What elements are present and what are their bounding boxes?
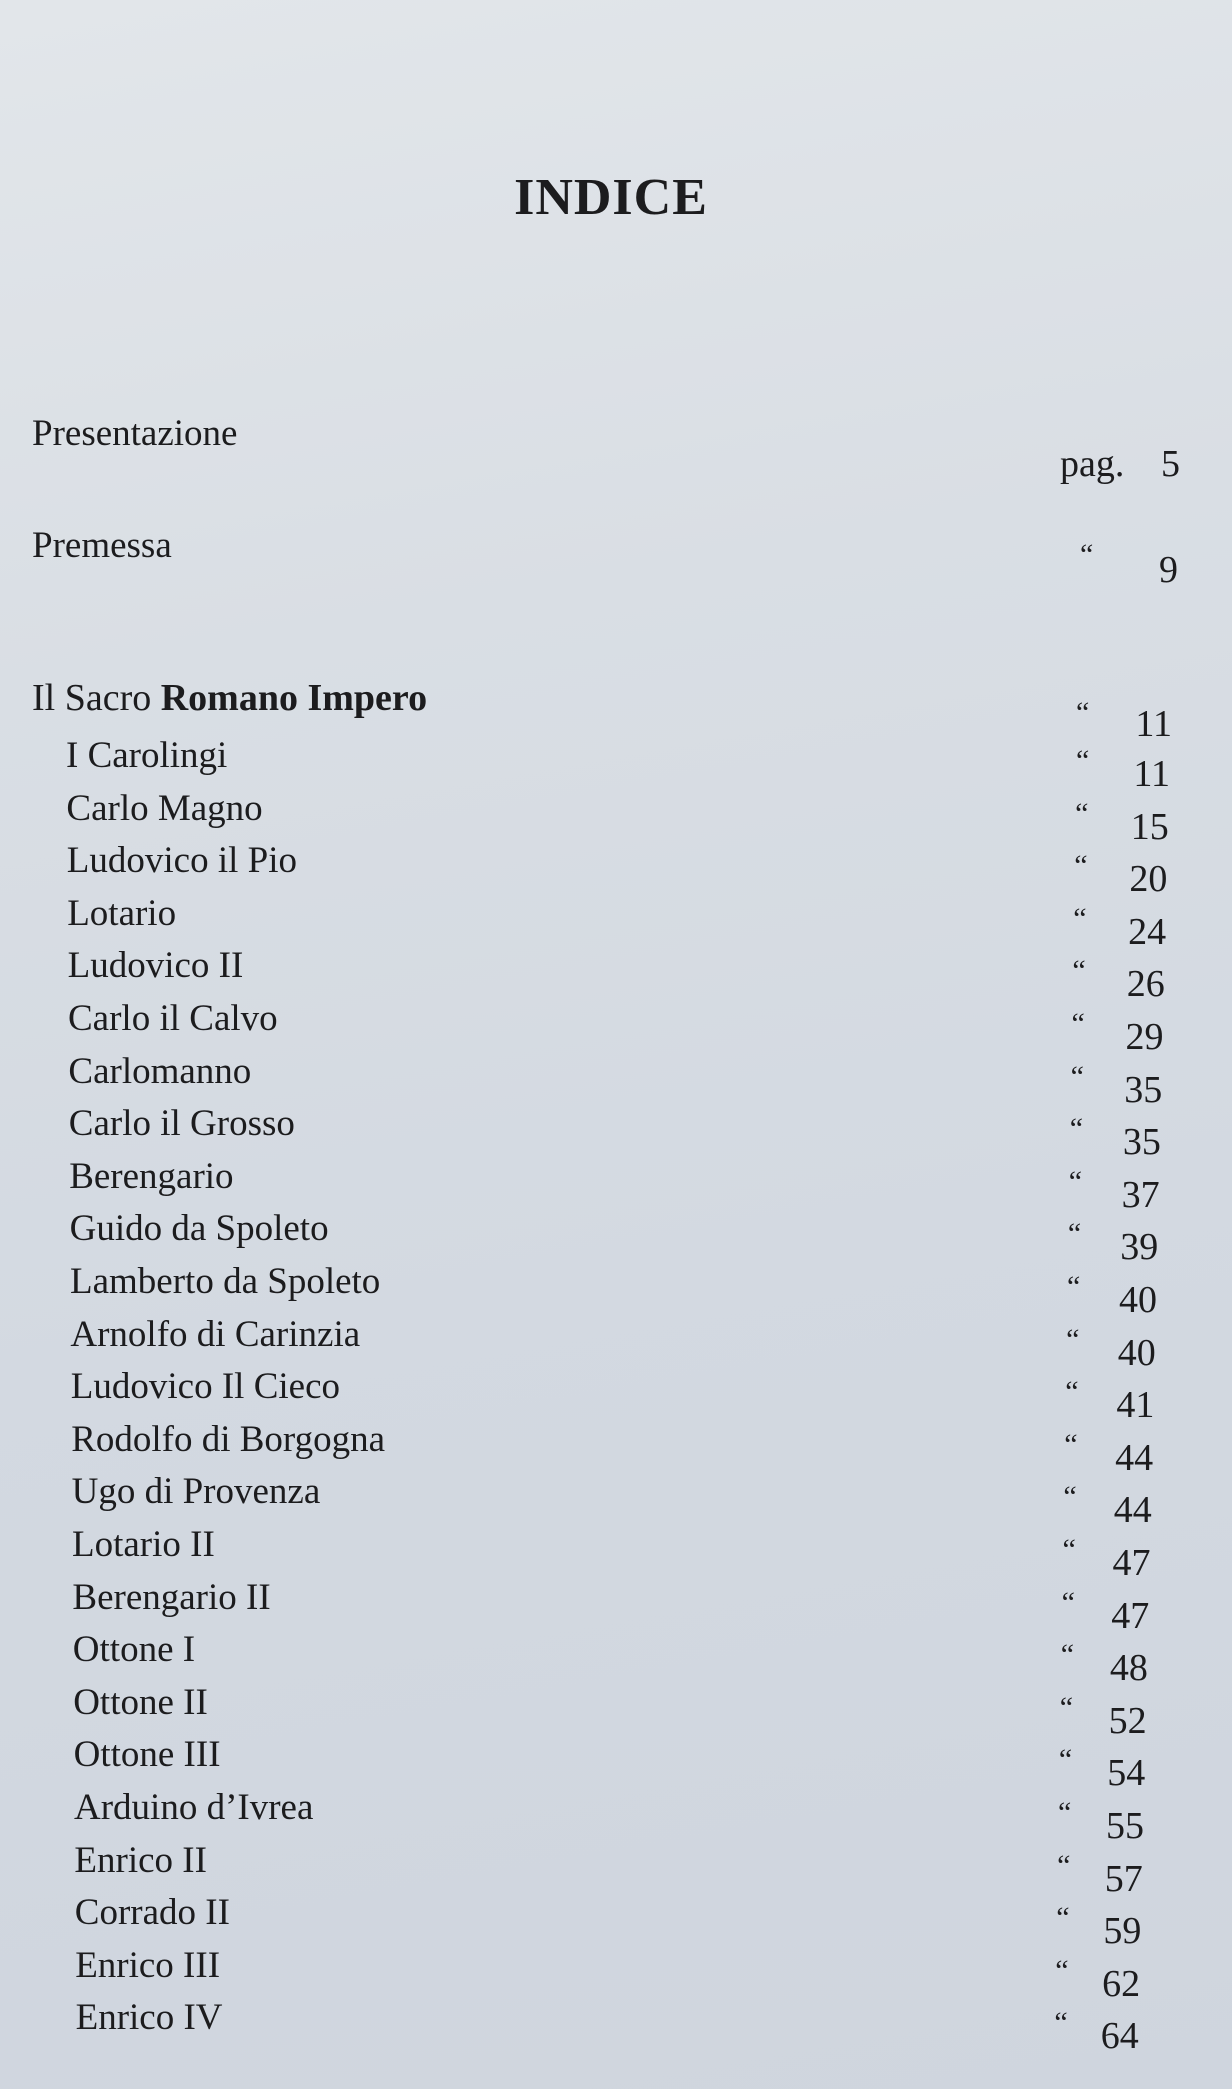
toc-entry-title: Lamberto da Spoleto [70,1261,381,1302]
toc-entry-title: Corrado II [74,1892,230,1934]
toc-entry-page: 37 [1121,1173,1160,1216]
toc-entry-page: 47 [1112,1542,1151,1584]
section-title-light: Il Sacro [32,677,152,719]
toc-entry-page: 35 [1122,1121,1161,1164]
toc-entry-title: Lotario [67,892,177,934]
ditto-mark: “ [1057,1848,1071,1882]
toc-entry-page: 39 [1120,1226,1159,1269]
ditto-mark: “ [1065,1375,1079,1409]
ditto-mark: “ [1054,2006,1068,2040]
toc-entry-title: Carlo Magno [66,787,263,829]
ditto-mark: “ [1058,1796,1072,1829]
toc-entry-title: Ottone I [72,1629,196,1671]
ditto-mark: “ [1066,1322,1080,1356]
toc-entry-page: 35 [1124,1068,1163,1111]
ditto-mark: “ [1056,1901,1070,1935]
ditto-mark: “ [1070,1059,1084,1093]
toc-entry-title: Berengario II [72,1576,271,1618]
toc-entry-page: 64 [1100,2015,1139,2058]
toc-entry-page: 44 [1113,1489,1152,1532]
ditto-mark: “ [1067,1270,1081,1303]
toc-entry-page: 44 [1115,1436,1154,1479]
ditto-mark: “ [1075,796,1089,830]
ditto-mark: “ [1080,538,1094,571]
toc-entry-title: Ludovico il Pio [66,840,298,882]
toc-entry-page: 47 [1111,1594,1150,1637]
ditto-mark: “ [1074,849,1088,883]
section-title [32,676,427,720]
toc-entry-title: Rodolfo di Borgogna [71,1418,386,1460]
toc-entry-page: 40 [1119,1279,1157,1321]
toc-entry-title: Ludovico II [67,945,244,987]
toc-entry-page: 52 [1108,1699,1147,1742]
toc-entry-title: Ugo di Provenza [71,1471,321,1513]
toc-entry-page: 40 [1117,1331,1156,1374]
toc-entry-title: Carlo il Calvo [68,998,278,1039]
toc-entry-title: Berengario [69,1155,234,1197]
page-title: INDICE [514,169,708,226]
toc-entry-page: 24 [1128,910,1167,953]
toc-entry-title: Enrico III [75,1944,221,1986]
toc-entry-title: Ludovico Il Cieco [70,1366,341,1408]
ditto-mark: “ [1063,1480,1077,1514]
toc-entry-title: Enrico IV [75,1997,223,2039]
toc-entry-page: 11 [1133,753,1170,795]
toc-entry-title: Carlo il Grosso [68,1103,295,1145]
toc-entry-page: 55 [1106,1805,1144,1847]
toc-entry-page: 20 [1129,858,1168,901]
toc-entry-title: Ottone II [73,1681,208,1723]
toc-entry-title: I Carolingi [66,735,228,776]
toc-entry-page: 11 [1135,703,1172,745]
ditto-mark: “ [1073,901,1087,935]
toc-entry-title: Premessa [32,525,172,566]
toc-entry-title: Carlomanno [68,1050,252,1092]
ditto-mark: “ [1064,1427,1078,1461]
toc-entry-page: 48 [1109,1647,1148,1690]
ditto-mark: “ [1067,1217,1082,1251]
ditto-mark: “ [1059,1690,1074,1724]
section-title-bold: Romano Impero [160,677,428,719]
ditto-mark: “ [1061,1585,1075,1619]
toc-entry-title: Arduino d’Ivrea [74,1787,314,1828]
toc-entry-page: 26 [1126,963,1165,1006]
ditto-mark: “ [1069,1112,1084,1146]
toc-entry-page: 29 [1125,1016,1164,1058]
toc-entry-page: 5 [1161,443,1180,485]
ditto-mark: “ [1068,1164,1083,1198]
page-prefix: pag. [1060,443,1125,485]
toc-entry-page: 59 [1103,1910,1142,1953]
toc-entry-title: Ottone III [73,1734,221,1776]
toc-entry-title: Arnolfo di Carinzia [70,1313,361,1355]
toc-entry-title: Lotario II [72,1524,215,1565]
ditto-mark: “ [1060,1638,1075,1672]
ditto-mark: “ [1076,744,1090,777]
toc-entry-page: 54 [1107,1752,1146,1795]
toc-entry-title: Presentazione [32,413,238,454]
toc-entry-page: 57 [1104,1857,1143,1900]
ditto-mark: “ [1076,696,1090,729]
ditto-mark: “ [1072,954,1086,988]
toc-entry-page: 41 [1116,1384,1155,1427]
ditto-mark: “ [1055,1953,1069,1987]
toc-entry-title: Enrico II [74,1839,207,1881]
toc-entry-page: 9 [1159,549,1178,591]
ditto-mark: “ [1062,1533,1076,1566]
ditto-mark: “ [1071,1007,1085,1040]
ditto-mark: “ [1058,1743,1073,1777]
toc-entry-page: 15 [1130,805,1169,848]
toc-entry-page: 62 [1102,1962,1141,2005]
toc-entry-title: Guido da Spoleto [69,1208,329,1250]
